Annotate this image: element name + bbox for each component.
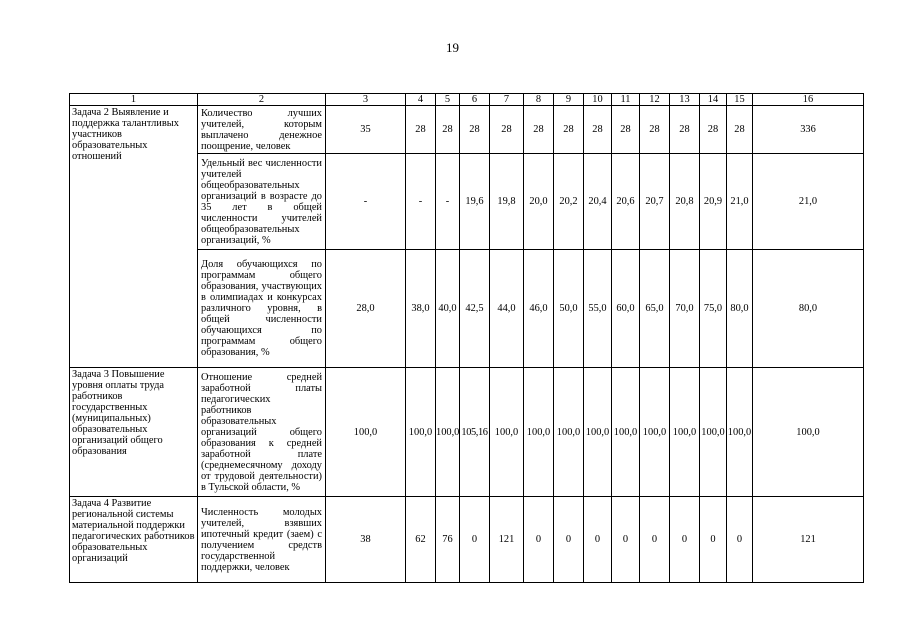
value-cell: 28 [670, 106, 700, 154]
column-header: 7 [490, 94, 524, 106]
value-cell: 19,6 [460, 154, 490, 250]
task-cell: Задача 2 Выявление и поддержка талантливых участников образовательных отношений [70, 106, 198, 368]
value-cell: 80,0 [727, 250, 753, 368]
indicator-cell: Количество лучших учителей, которым выплачено денежное поощрение, человек [198, 106, 326, 154]
column-header: 12 [640, 94, 670, 106]
value-cell: 80,0 [753, 250, 864, 368]
value-cell: 21,0 [753, 154, 864, 250]
table-row [70, 368, 864, 497]
value-cell: - [326, 154, 406, 250]
column-header: 13 [670, 94, 700, 106]
column-header: 15 [727, 94, 753, 106]
value-cell: 44,0 [490, 250, 524, 368]
value-cell: 0 [700, 497, 727, 583]
value-cell: 70,0 [670, 250, 700, 368]
column-header: 11 [612, 94, 640, 106]
column-header: 6 [460, 94, 490, 106]
value-cell: 0 [612, 497, 640, 583]
value-cell: 20,9 [700, 154, 727, 250]
value-cell: 100,0 [753, 368, 864, 497]
value-cell: 20,7 [640, 154, 670, 250]
page-number: 19 [446, 40, 459, 55]
value-cell: 100,0 [326, 368, 406, 497]
value-cell: 28 [524, 106, 554, 154]
value-cell: 40,0 [436, 250, 460, 368]
value-cell: 21,0 [727, 154, 753, 250]
value-cell: 76 [436, 497, 460, 583]
column-header: 1 [70, 94, 198, 106]
value-cell: 121 [490, 497, 524, 583]
value-cell: 100,0 [554, 368, 584, 497]
column-header: 4 [406, 94, 436, 106]
indicator-cell: Отношение средней заработной платы педагогических работников образовательных организаций общего образования к средней заработной плате (среднемесячному доходу от трудовой деятельности) в Тульской области, % [198, 368, 326, 497]
value-cell: 60,0 [612, 250, 640, 368]
value-cell: 100,0 [584, 368, 612, 497]
table-row [70, 497, 864, 583]
value-cell: 100,0 [524, 368, 554, 497]
value-cell: 19,8 [490, 154, 524, 250]
value-cell: 0 [584, 497, 612, 583]
value-cell: 20,4 [584, 154, 612, 250]
value-cell: 0 [460, 497, 490, 583]
value-cell: 28 [490, 106, 524, 154]
value-cell: 105,16 [460, 368, 490, 497]
value-cell: 28 [584, 106, 612, 154]
column-header: 5 [436, 94, 460, 106]
value-cell: 28 [640, 106, 670, 154]
indicator-cell: Удельный вес численности учителей общеобразовательных организаций в возрасте до 35 лет в общей численности учителей общеобразовательных организаций, % [198, 154, 326, 250]
value-cell: 20,8 [670, 154, 700, 250]
value-cell: 62 [406, 497, 436, 583]
task-cell: Задача 4 Развитие региональной системы материальной поддержки педагогических работников образовательных организаций [70, 497, 198, 583]
value-cell: 0 [670, 497, 700, 583]
value-cell: 0 [727, 497, 753, 583]
value-cell: 100,0 [406, 368, 436, 497]
value-cell: 28 [612, 106, 640, 154]
value-cell: 28,0 [326, 250, 406, 368]
value-cell: 28 [727, 106, 753, 154]
column-header: 10 [584, 94, 612, 106]
value-cell: 38,0 [406, 250, 436, 368]
value-cell: 65,0 [640, 250, 670, 368]
value-cell: 35 [326, 106, 406, 154]
indicator-cell: Доля обучающихся по программам общего образования, участвующих в олимпиадах и конкурсах различного уровня, в общей численности обучающихся по программам общего образования, % [198, 250, 326, 368]
value-cell: 42,5 [460, 250, 490, 368]
indicators-table [69, 93, 864, 583]
value-cell: 28 [436, 106, 460, 154]
value-cell: 100,0 [727, 368, 753, 497]
column-header: 2 [198, 94, 326, 106]
value-cell: 0 [640, 497, 670, 583]
value-cell: 20,6 [612, 154, 640, 250]
column-number-row [70, 94, 864, 106]
column-header: 3 [326, 94, 406, 106]
value-cell: 100,0 [640, 368, 670, 497]
value-cell: 38 [326, 497, 406, 583]
value-cell: 20,0 [524, 154, 554, 250]
value-cell: 100,0 [670, 368, 700, 497]
value-cell: 100,0 [490, 368, 524, 497]
column-header: 9 [554, 94, 584, 106]
value-cell: 50,0 [554, 250, 584, 368]
value-cell: 75,0 [700, 250, 727, 368]
value-cell: 100,0 [612, 368, 640, 497]
value-cell: 28 [554, 106, 584, 154]
column-header: 8 [524, 94, 554, 106]
value-cell: 336 [753, 106, 864, 154]
value-cell: 28 [700, 106, 727, 154]
value-cell: 100,0 [700, 368, 727, 497]
value-cell: 28 [406, 106, 436, 154]
indicator-cell: Численность молодых учителей, взявших ипотечный кредит (заем) с получением средств государственной поддержки, человек [198, 497, 326, 583]
table-row [70, 106, 864, 154]
value-cell: - [436, 154, 460, 250]
value-cell: 100,0 [436, 368, 460, 497]
column-header: 16 [753, 94, 864, 106]
value-cell: 28 [460, 106, 490, 154]
value-cell: 46,0 [524, 250, 554, 368]
value-cell: 0 [524, 497, 554, 583]
value-cell: 55,0 [584, 250, 612, 368]
column-header: 14 [700, 94, 727, 106]
value-cell: 121 [753, 497, 864, 583]
value-cell: - [406, 154, 436, 250]
value-cell: 20,2 [554, 154, 584, 250]
value-cell: 0 [554, 497, 584, 583]
task-cell: Задача 3 Повышение уровня оплаты труда работников государственных (муниципальных) образовательных организаций общего образования [70, 368, 198, 497]
